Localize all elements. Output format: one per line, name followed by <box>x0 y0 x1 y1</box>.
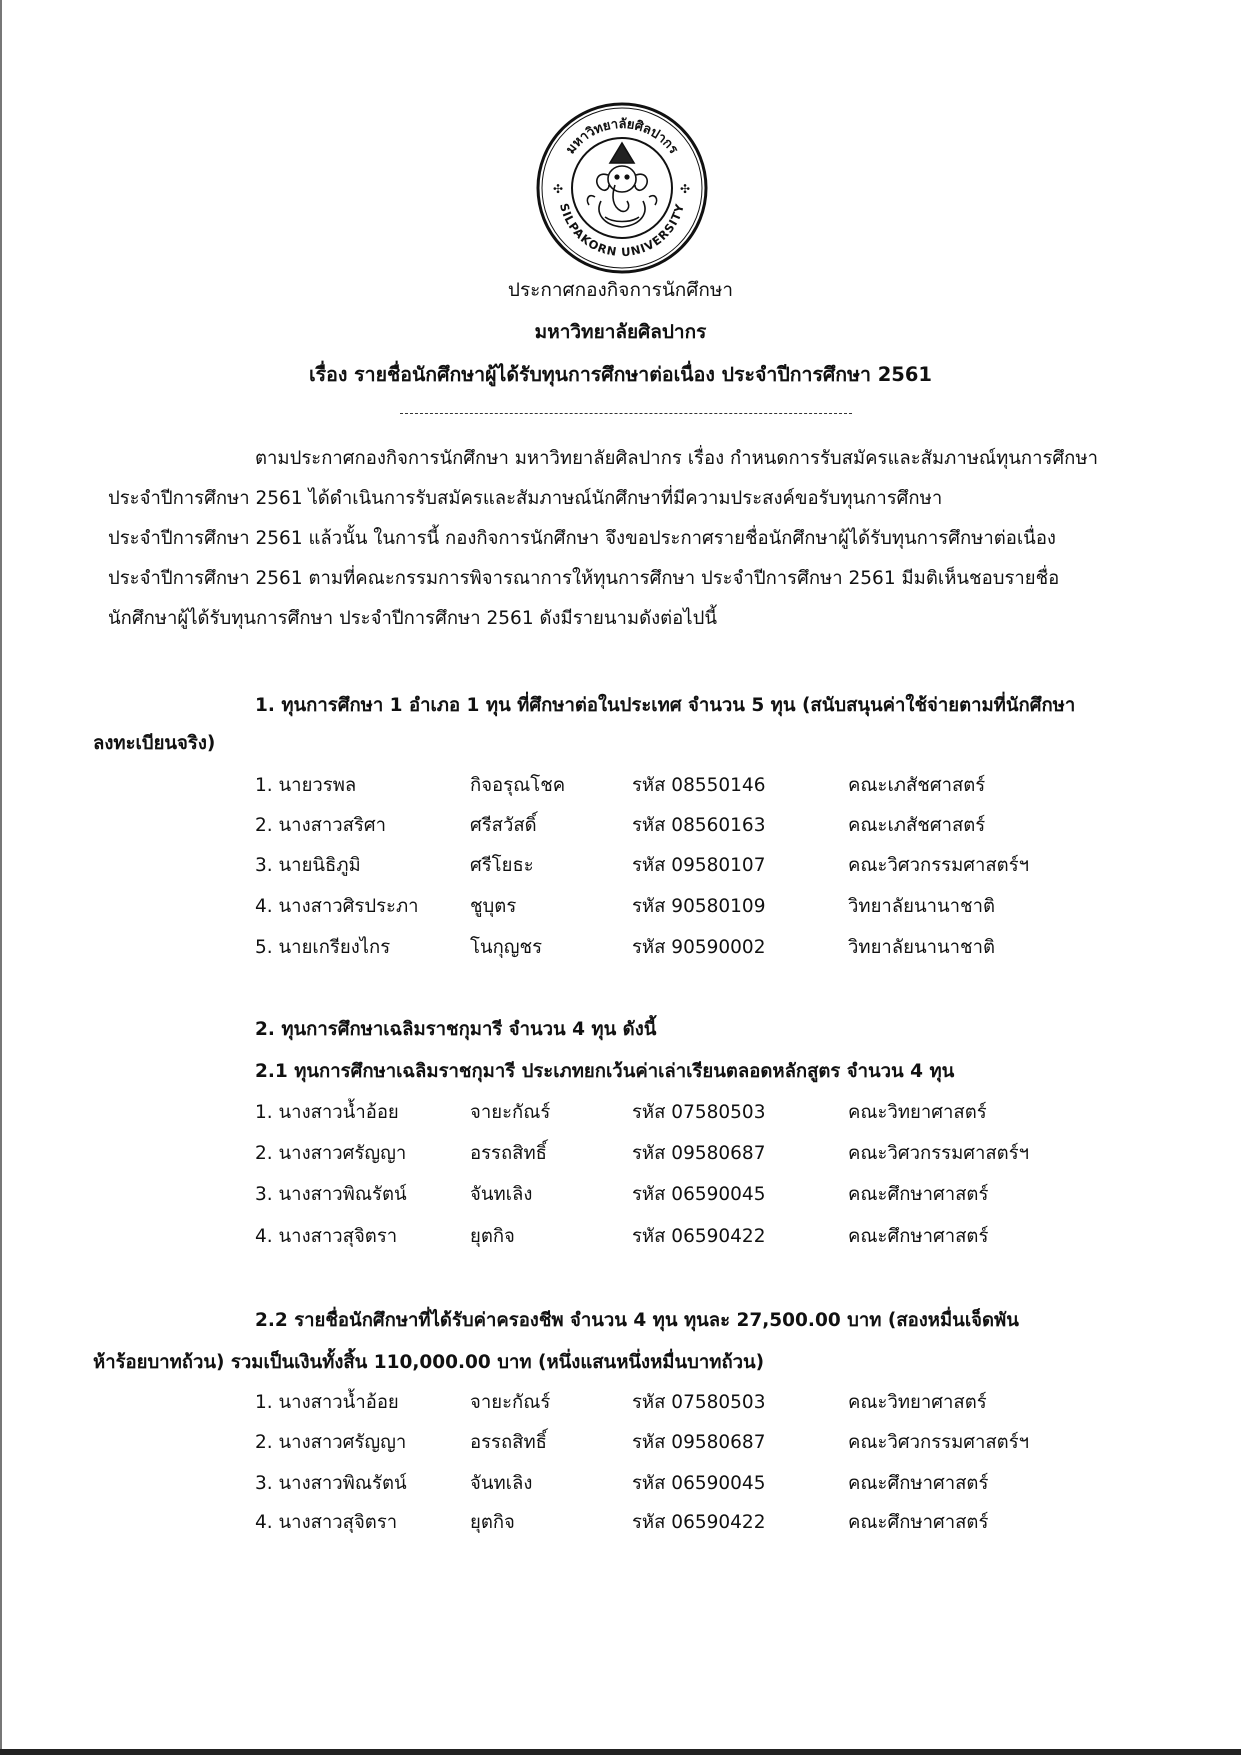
student-surname: กิจอรุณโชค <box>470 775 566 796</box>
seal-text-thai: มหาวิทยาลัยศิลปากร <box>563 116 681 158</box>
student-faculty: คณะวิศวกรรมศาสตร์ฯ <box>848 1432 1030 1453</box>
section1-heading-cont: ลงทะเบียนจริง) <box>93 733 216 754</box>
student-surname: ยุตกิจ <box>470 1512 515 1533</box>
student-faculty: คณะวิศวกรรมศาสตร์ฯ <box>848 855 1030 876</box>
student-faculty: คณะวิทยาศาสตร์ <box>848 1102 987 1123</box>
student-name: 4. นางสาวสุจิตรา <box>255 1226 398 1247</box>
student-code: รหัส 06590045 <box>632 1473 766 1494</box>
student-surname: อรรถสิทธิ์ <box>470 1143 547 1164</box>
student-faculty: คณะศึกษาศาสตร์ <box>848 1512 989 1533</box>
header-university: มหาวิทยาลัยศิลปากร <box>534 321 707 343</box>
seal-text-english: SILPAKORN UNIVERSITY <box>556 201 688 260</box>
student-code: รหัส 90590002 <box>632 937 766 958</box>
svg-text:✣: ✣ <box>553 182 564 196</box>
student-name: 4. นางสาวศิรประภา <box>255 896 419 917</box>
student-code: รหัส 06590422 <box>632 1512 766 1533</box>
announcement-subject: เรื่อง รายชื่อนักศึกษาผู้ได้รับทุนการศึกษาต่อเนื่อง ประจำปีการศึกษา 2561 <box>309 363 932 386</box>
student-surname: ยุตกิจ <box>470 1226 515 1247</box>
student-name: 5. นายเกรียงไกร <box>255 937 391 958</box>
student-faculty: คณะวิศวกรรมศาสตร์ฯ <box>848 1143 1030 1164</box>
student-code: รหัส 08560163 <box>632 815 766 836</box>
list-item <box>0 1222 1241 1250</box>
student-surname: ชูบุตร <box>470 896 517 917</box>
scan-edge-bottom <box>0 1749 1241 1755</box>
student-surname: จายะกัณร์ <box>470 1392 551 1413</box>
student-faculty: คณะเภสัชศาสตร์ <box>848 775 986 796</box>
student-faculty: คณะเภสัชศาสตร์ <box>848 815 986 836</box>
student-surname: จันทเลิง <box>470 1184 533 1205</box>
student-code: รหัส 09580687 <box>632 1143 766 1164</box>
student-code: รหัส 06590045 <box>632 1184 766 1205</box>
list-item <box>0 933 1241 961</box>
section2-heading: 2. ทุนการศึกษาเฉลิมราชกุมารี จำนวน 4 ทุน ดังนี้ <box>255 1019 657 1040</box>
student-code: รหัส 07580503 <box>632 1392 766 1413</box>
list-item <box>0 1428 1241 1456</box>
intro-line: นักศึกษาผู้ได้รับทุนการศึกษา ประจำปีการศึกษา 2561 ดังมีรายนามดังต่อไปนี้ <box>108 608 717 629</box>
student-name: 1. นายวรพล <box>255 775 357 796</box>
student-code: รหัส 07580503 <box>632 1102 766 1123</box>
list-item <box>0 1139 1241 1167</box>
student-surname: โนกุญชร <box>470 937 543 958</box>
list-item <box>0 851 1241 879</box>
student-faculty: วิทยาลัยนานาชาติ <box>848 937 996 958</box>
section2-2-heading-cont: ห้าร้อยบาทถ้วน) รวมเป็นเงินทั้งสิ้น 110,000.00 บาท (หนึ่งแสนหนึ่งหมื่นบาทถ้วน) <box>93 1352 765 1373</box>
section2-2-heading: 2.2 รายชื่อนักศึกษาที่ได้รับค่าครองชีพ จำนวน 4 ทุน ทุนละ 27,500.00 บาท (สองหมื่นเจ็ดพัน <box>255 1310 1019 1331</box>
student-name: 3. นางสาวพิณรัตน์ <box>255 1184 407 1205</box>
header-divider <box>400 413 852 414</box>
intro-line: ประจำปีการศึกษา 2561 ได้ดำเนินการรับสมัครและสัมภาษณ์นักศึกษาที่มีความประสงค์ขอรับทุนการศึกษา <box>108 488 943 509</box>
intro-line: ประจำปีการศึกษา 2561 แล้วนั้น ในการนี้ กองกิจการนักศึกษา จึงขอประกาศรายชื่อนักศึกษาผู้ได้รับทุนการศึกษาต่อเนื่อง <box>108 528 1056 549</box>
student-faculty: วิทยาลัยนานาชาติ <box>848 896 996 917</box>
header-office: ประกาศกองกิจการนักศึกษา <box>507 279 734 301</box>
student-faculty: คณะศึกษาศาสตร์ <box>848 1184 989 1205</box>
university-seal <box>535 101 709 275</box>
svg-text:✣: ✣ <box>680 182 691 196</box>
student-name: 1. นางสาวน้ำอ้อย <box>255 1102 399 1123</box>
intro-line: ประจำปีการศึกษา 2561 ตามที่คณะกรรมการพิจารณาการให้ทุนการศึกษา ประจำปีการศึกษา 2561 มีมติเห็นชอบรายชื่อ <box>108 568 1060 589</box>
student-code: รหัส 09580687 <box>632 1432 766 1453</box>
intro-line: ตามประกาศกองกิจการนักศึกษา มหาวิทยาลัยศิลปากร เรื่อง กำหนดการรับสมัครและสัมภาษณ์ทุนการศึกษา <box>255 448 1098 469</box>
student-code: รหัส 90580109 <box>632 896 766 917</box>
section2-1-heading: 2.1 ทุนการศึกษาเฉลิมราชกุมารี ประเภทยกเว้นค่าเล่าเรียนตลอดหลักสูตร จำนวน 4 ทุน <box>255 1061 955 1082</box>
section1-heading: 1. ทุนการศึกษา 1 อำเภอ 1 ทุน ที่ศึกษาต่อในประเทศ จำนวน 5 ทุน (สนับสนุนค่าใช้จ่ายตามที่นักศึกษา <box>255 695 1076 716</box>
student-code: รหัส 09580107 <box>632 855 766 876</box>
student-faculty: คณะวิทยาศาสตร์ <box>848 1392 987 1413</box>
student-name: 2. นางสาวศรัญญา <box>255 1143 407 1164</box>
ganesha-emblem-icon <box>587 143 656 227</box>
student-surname: จันทเลิง <box>470 1473 533 1494</box>
list-item <box>0 811 1241 839</box>
list-item <box>0 1098 1241 1126</box>
student-code: รหัส 08550146 <box>632 775 766 796</box>
student-surname: จายะกัณร์ <box>470 1102 551 1123</box>
student-surname: อรรถสิทธิ์ <box>470 1432 547 1453</box>
student-name: 4. นางสาวสุจิตรา <box>255 1512 398 1533</box>
student-code: รหัส 06590422 <box>632 1226 766 1247</box>
student-name: 3. นางสาวพิณรัตน์ <box>255 1473 407 1494</box>
list-item <box>0 1388 1241 1416</box>
student-name: 2. นางสาวสริศา <box>255 815 387 836</box>
student-name: 1. นางสาวน้ำอ้อย <box>255 1392 399 1413</box>
student-surname: ศรีโยธะ <box>470 855 534 876</box>
list-item <box>0 1469 1241 1497</box>
student-faculty: คณะศึกษาศาสตร์ <box>848 1473 989 1494</box>
student-name: 3. นายนิธิภูมิ <box>255 855 361 876</box>
list-item <box>0 1180 1241 1208</box>
student-name: 2. นางสาวศรัญญา <box>255 1432 407 1453</box>
student-faculty: คณะศึกษาศาสตร์ <box>848 1226 989 1247</box>
student-surname: ศรีสวัสดิ์ <box>470 815 537 836</box>
list-item <box>0 892 1241 920</box>
list-item <box>0 1508 1241 1536</box>
list-item <box>0 771 1241 799</box>
